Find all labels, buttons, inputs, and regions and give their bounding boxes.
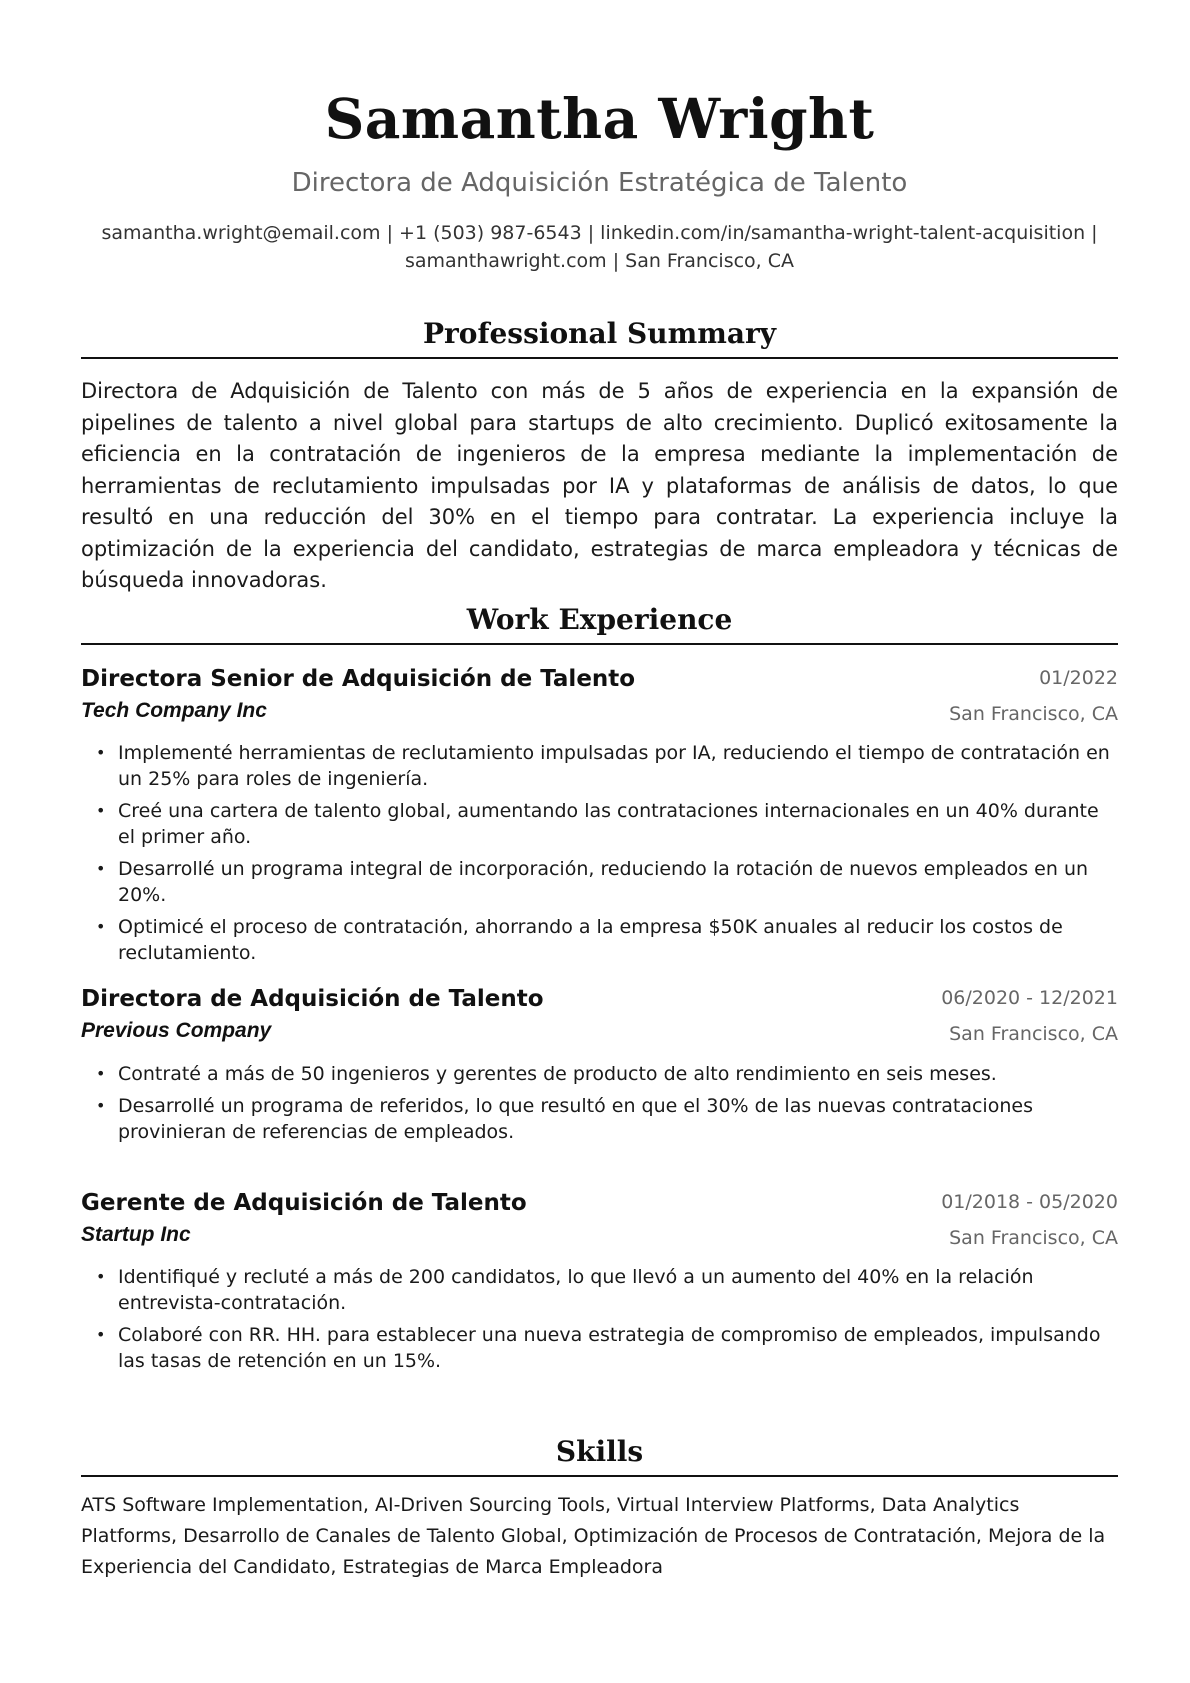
bullet-icon: •: [96, 1064, 106, 1083]
job-date: 01/2022: [1039, 667, 1118, 689]
bullet-item: [81, 1061, 1118, 1087]
bullet-item: [81, 914, 1118, 966]
bullet-item: [81, 1093, 1118, 1145]
bullet-icon: •: [96, 1325, 106, 1344]
job-location: San Francisco, CA: [949, 703, 1118, 725]
bullet-item: [81, 856, 1118, 908]
bullet-icon: •: [96, 1267, 106, 1286]
bullet-icon: •: [96, 743, 106, 762]
summary-heading: Professional Summary: [422, 317, 777, 350]
job-company: Tech Company Inc: [81, 699, 267, 722]
summary-divider: [81, 357, 1118, 359]
summary-text: Directora de Adquisición de Talento con más de 5 años de experiencia en la expansión de pipelines de talento a nivel global para startups de alto crecimiento. Duplicó exitosamente la eficiencia en la contratación de ingenieros de la empresa mediante la implementación de herramientas de reclutamiento impulsadas por IA y plataformas de análisis de datos, lo que resultó en una reducción del 30% en el tiempo para contratar. La experiencia incluye la optimización de la experiencia del candidato, estrategias de marca empleadora y técnicas de búsqueda innovadoras.: [81, 379, 1118, 592]
experience-divider: [81, 643, 1118, 645]
bullet-icon: •: [96, 1096, 106, 1115]
job-bullets: [81, 740, 1118, 972]
contact-line-2: samanthawright.com | San Francisco, CA: [404, 250, 795, 272]
contact-line-1: samantha.wright@email.com | +1 (503) 987-6543 | linkedin.com/in/samantha-wright-talent-acquisition |: [101, 222, 1098, 244]
job-bullets: [81, 1264, 1118, 1380]
job-title: Directora Senior de Adquisición de Talento: [81, 666, 636, 692]
skills-text: ATS Software Implementation, AI-Driven Sourcing Tools, Virtual Interview Platforms, Data Analytics Platforms, Desarrollo de Canales de Talento Global, Optimización de Procesos de Contratación, Mejora de la Experiencia del Candidato, Estrategias de Marca Empleadora: [81, 1494, 1106, 1578]
contact-info: [81, 219, 1118, 275]
bullet-item: [81, 798, 1118, 850]
bullet-item: [81, 1322, 1118, 1374]
skills-heading: Skills: [555, 1435, 644, 1468]
bullet-text: Optimicé el proceso de contratación, ahorrando a la empresa $50K anuales al reducir los costos de reclutamiento.: [118, 916, 1063, 964]
job-date: 06/2020 - 12/2021: [941, 987, 1118, 1009]
job-location: San Francisco, CA: [949, 1227, 1118, 1249]
bullet-text: Desarrollé un programa integral de incorporación, reduciendo la rotación de nuevos empleados en un 20%.: [118, 858, 1089, 906]
bullet-text: Contraté a más de 50 ingenieros y gerentes de producto de alto rendimiento en seis meses.: [118, 1063, 997, 1085]
bullet-text: Creé una cartera de talento global, aumentando las contrataciones internacionales en un 40% durante el primer año.: [118, 800, 1099, 848]
bullet-item: [81, 1264, 1118, 1316]
job-title: Directora de Adquisición de Talento: [81, 986, 544, 1012]
bullet-text: Implementé herramientas de reclutamiento impulsadas por IA, reduciendo el tiempo de contratación en un 25% para roles de ingeniería.: [118, 742, 1110, 790]
bullet-icon: •: [96, 859, 106, 878]
job-location: San Francisco, CA: [949, 1023, 1118, 1045]
job-date: 01/2018 - 05/2020: [941, 1191, 1118, 1213]
job-bullets: [81, 1061, 1118, 1151]
skills-divider: [81, 1475, 1118, 1477]
job-title: Gerente de Adquisición de Talento: [81, 1190, 527, 1216]
bullet-icon: •: [96, 917, 106, 936]
candidate-name: Samantha Wright: [324, 86, 875, 151]
bullet-item: [81, 740, 1118, 792]
job-company: Previous Company: [81, 1019, 272, 1042]
experience-heading: Work Experience: [466, 603, 733, 636]
job-company: Startup Inc: [81, 1223, 191, 1246]
bullet-text: Desarrollé un programa de referidos, lo que resultó en que el 30% de las nuevas contrataciones provinieran de referencias de empleados.: [118, 1095, 1033, 1143]
bullet-icon: •: [96, 801, 106, 820]
bullet-text: Colaboré con RR. HH. para establecer una nueva estrategia de compromiso de empleados, impulsando las tasas de retención en un 15%.: [118, 1324, 1101, 1372]
bullet-text: Identifiqué y recluté a más de 200 candidatos, lo que llevó a un aumento del 40% en la relación entrevista-contratación.: [118, 1266, 1034, 1314]
candidate-title: Directora de Adquisición Estratégica de Talento: [291, 168, 908, 198]
